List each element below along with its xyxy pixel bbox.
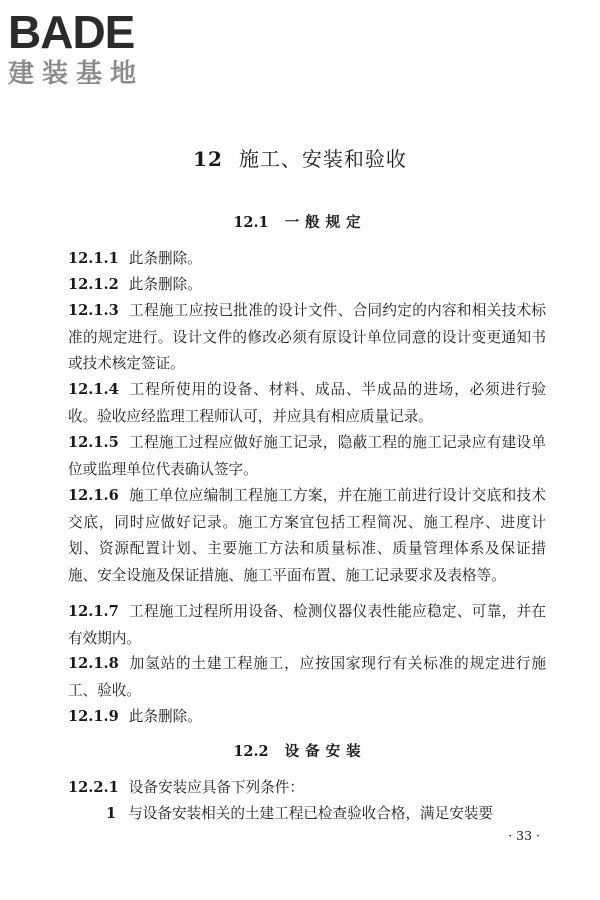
clause-text: 工程施工过程应做好施工记录，隐蔽工程的施工记录应有建设单位或监理单位代表确认签字。 <box>68 434 546 478</box>
item-text: 与设备安装相关的土建工程已检查验收合格，满足安装要 <box>128 805 494 822</box>
clause <box>68 377 546 430</box>
clause-number: 12.1.6 <box>68 487 119 504</box>
clause-number: 12.1.9 <box>68 708 119 725</box>
clause-text: 加氢站的土建工程施工，应按国家现行有关标准的规定进行施工、验收。 <box>68 655 546 699</box>
section-number: 12.1 <box>233 214 269 231</box>
section-title-12-1 <box>0 211 600 232</box>
clause-number: 12.1.1 <box>68 250 119 267</box>
section-number: 12.2 <box>233 743 269 760</box>
clause-number: 12.1.4 <box>68 381 119 398</box>
clause-text: 设备安装应具备下列条件： <box>128 779 304 796</box>
chapter-title-text: 施工、安装和验收 <box>238 147 407 171</box>
clause <box>68 599 546 652</box>
clause-text: 施工单位应编制工程施工方案，并在施工前进行设计交底和技术交底，同时应做好记录。施工方案宜包括工程简况、施工程序、进度计划、资源配置计划、主要施工方法和质量标准、质量管理体系及保证措施、安全设施及保证措施、施工平面布置、施工记录要求及表格等。 <box>68 487 546 584</box>
logo-subtitle: 建装基地 <box>8 59 145 86</box>
section-title-text: 一般规定 <box>284 214 367 231</box>
chapter-number: 12 <box>193 147 223 171</box>
clause <box>68 430 546 483</box>
clause-number: 12.1.8 <box>68 655 119 672</box>
clause-number: 12.1.7 <box>68 603 119 620</box>
clause-text: 工程施工应按已批准的设计文件、合同约定的内容和相关技术标准的规定进行。设计文件的修改必须有原设计单位同意的设计变更通知书或技术核定签证。 <box>68 302 546 372</box>
section-title-text: 设备安装 <box>284 743 367 760</box>
logo-brand: BADE <box>8 6 135 58</box>
clause <box>68 298 546 378</box>
clause <box>68 775 546 802</box>
item-number: 1 <box>106 805 117 822</box>
clause-text: 此条删除。 <box>128 708 202 725</box>
clause <box>68 704 546 731</box>
clause-number: 12.1.2 <box>68 276 119 293</box>
clause <box>68 246 546 273</box>
section-title-12-2 <box>0 740 600 761</box>
clause-text: 工程所使用的设备、材料、成品、半成品的进场，必须进行验收。验收应经监理工程师认可，并应具有相应质量记录。 <box>68 381 546 425</box>
page-number: · 33 · <box>508 828 540 843</box>
clause-text: 工程施工过程所用设备、检测仪器仪表性能应稳定、可靠，并在有效期内。 <box>68 603 546 647</box>
clause-number: 12.2.1 <box>68 779 119 796</box>
bade-logo <box>6 4 176 86</box>
list-item <box>106 801 556 828</box>
clause-number: 12.1.3 <box>68 302 119 319</box>
clause <box>68 651 546 704</box>
clause <box>68 272 546 299</box>
chapter-title <box>0 143 600 172</box>
clause-text: 此条删除。 <box>128 250 202 267</box>
clause-text: 此条删除。 <box>128 276 202 293</box>
clause-number: 12.1.5 <box>68 434 119 451</box>
clause <box>68 483 546 589</box>
